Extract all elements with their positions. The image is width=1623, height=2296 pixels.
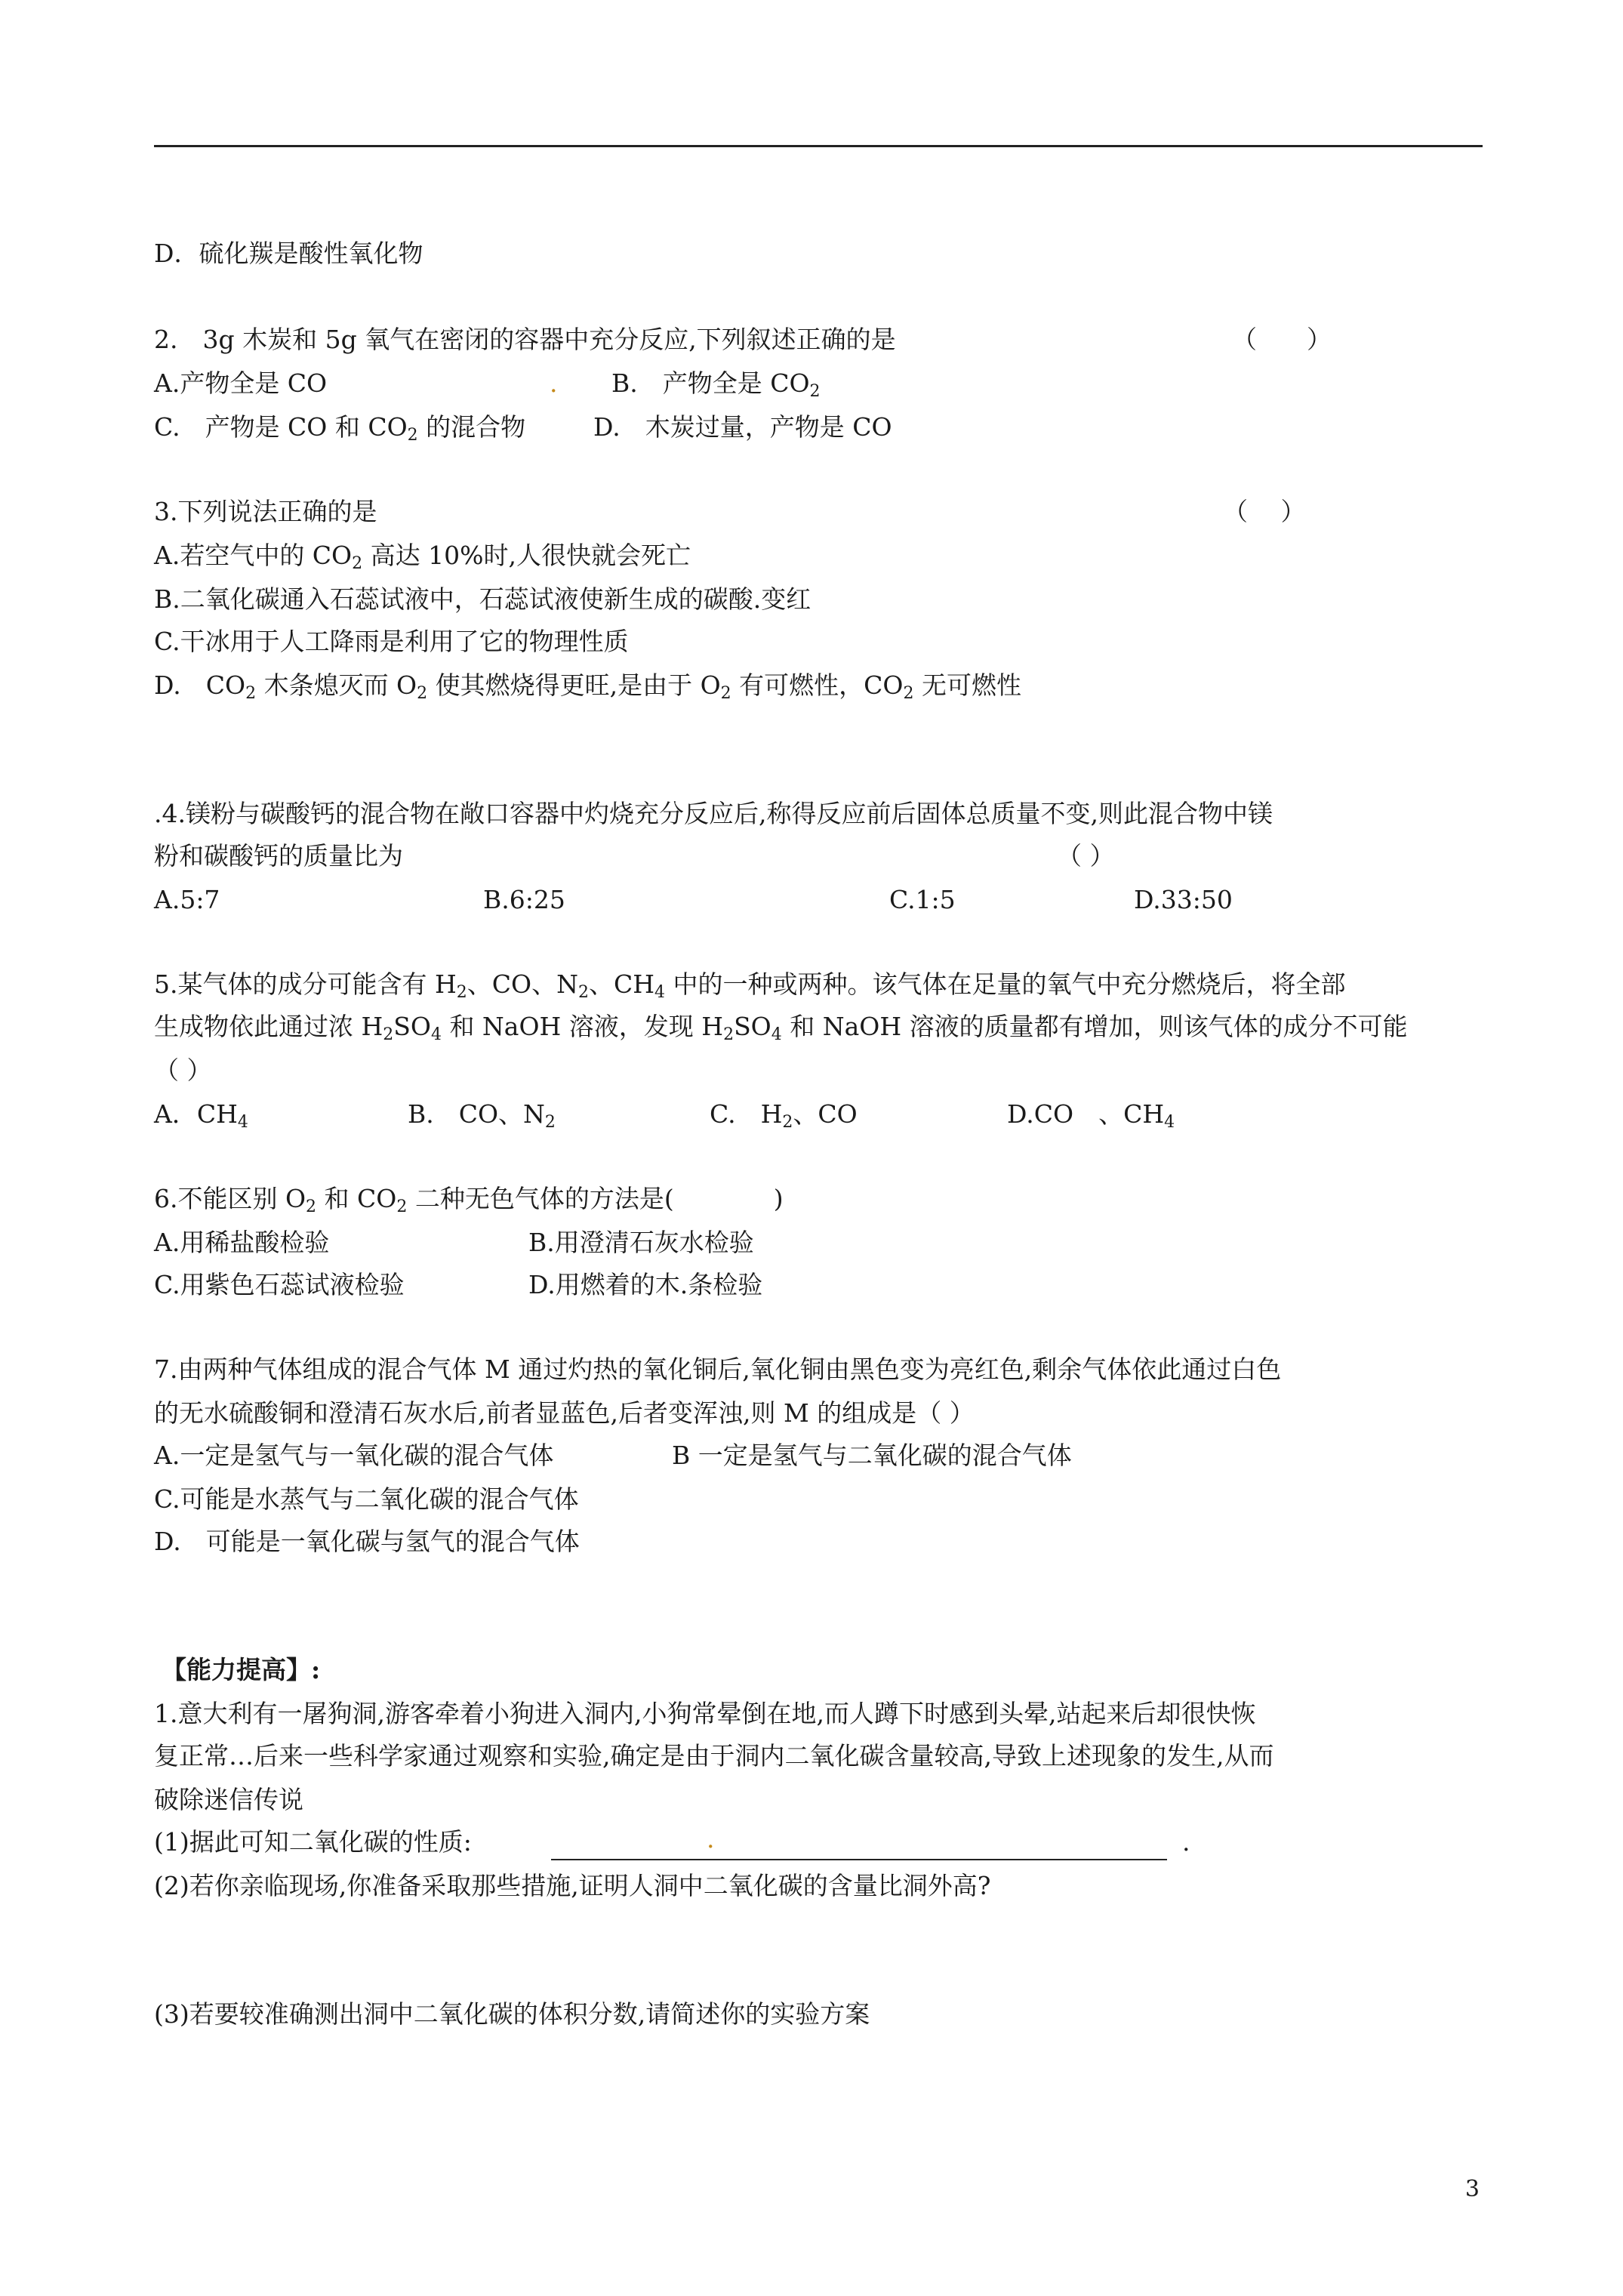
p1-sub2: (2)若你亲临现场,你准备采取那些措施,证明人洞中二氧化碳的含量比洞外高?	[154, 1871, 991, 1900]
p1-stem-line1: 1.意大利有一屠狗洞,游客牵着小狗进入洞内,小狗常晕倒在地,而人蹲下时感到头晕,站起来后却很快恢	[154, 1699, 1256, 1728]
q3-answer-paren: （ ）	[1223, 497, 1306, 526]
p1-sub1: (1)据此可知二氧化碳的性质:	[154, 1827, 472, 1857]
q3-option-d: D. $CO_2$ 木条熄灭而 $O_2$ 使其燃烧得更旺,是由于 $O_2$ 有可燃性，$CO_2$ 无可燃性	[154, 670, 1021, 703]
section-title: 【能力提高】:	[162, 1655, 321, 1684]
q2-stray-dot: .	[550, 368, 558, 398]
q2-option-b: B. 产物全是 $CO_2$	[611, 368, 821, 401]
page-number: 3	[1464, 2176, 1480, 2202]
p1-sub3: (3)若要较准确测出洞中二氧化碳的体积分数,请简述你的实验方案	[154, 1999, 870, 2029]
q6-stem: 6.不能区别 $O_2$ 和 $CO_2$ 二种无色气体的方法是( )	[154, 1184, 784, 1216]
q7-stem-line2: 的无水硫酸铜和澄清石灰水后,前者显蓝色,后者变浑浊,则 M 的组成是（ ）	[154, 1398, 975, 1428]
q1-option-d: D．硫化羰是酸性氧化物	[154, 239, 423, 268]
q2-answer-paren: （ ）	[1232, 325, 1332, 354]
p1-stem-line2: 复正常…后来一些科学家通过观察和实验,确定是由于洞内二氧化碳含量较高,导致上述现象的发生,从而	[154, 1741, 1274, 1771]
q4-option-a: A.5:7	[154, 885, 220, 914]
q5-stem-line1: 5.某气体的成分可能含有 $H_2$、CO、$N_2$、$CH_4$ 中的一种或两种。该气体在足量的氧气中充分燃烧后，将全部	[154, 969, 1346, 1002]
p1-stem-line3: 破除迷信传说	[154, 1785, 303, 1814]
q6-option-d: D.用燃着的木.条检验	[528, 1270, 763, 1299]
q7-option-b: B 一定是氢气与二氧化碳的混合气体	[672, 1441, 1072, 1470]
q2-option-a: A.产物全是 CO	[154, 368, 328, 398]
q3-stem: 3.下列说法正确的是	[154, 497, 377, 526]
q5-option-d: D.CO 、$CH_4$	[1007, 1099, 1175, 1132]
q2-option-c: C. 产物是 CO 和 $CO_2$ 的混合物	[154, 412, 526, 445]
q5-option-a: A．$CH_4$	[154, 1099, 248, 1132]
p1-sub1-period: .	[1182, 1827, 1190, 1857]
q5-answer-paren: （ ）	[154, 1056, 212, 1085]
p1-sub1-stray-dot: .	[707, 1824, 715, 1854]
q5-option-b: B. CO、$N_2$	[408, 1099, 556, 1132]
q7-stem-line1: 7.由两种气体组成的混合气体 M 通过灼热的氧化铜后,氧化铜由黑色变为亮红色,剩余气体依此通过白色	[154, 1354, 1282, 1384]
q5-stem-line2: 生成物依此通过浓 $H_2SO_4$ 和 NaOH 溶液，发现 $H_2SO_4$ 和 NaOH 溶液的质量都有增加，则该气体的成分不可能	[154, 1012, 1408, 1044]
p1-sub1-answer-blank[interactable]	[551, 1859, 1167, 1860]
q4-stem-line2: 粉和碳酸钙的质量比为	[154, 841, 403, 871]
q4-option-c: C.1:5	[889, 885, 956, 914]
q7-option-d: D. 可能是一氧化碳与氢气的混合气体	[154, 1527, 580, 1556]
q2-option-d: D. 木炭过量，产物是 CO	[593, 412, 892, 442]
q7-option-c: C.可能是水蒸气与二氧化碳的混合气体	[154, 1484, 579, 1514]
q4-option-d: D.33:50	[1134, 885, 1233, 914]
header-rule	[154, 145, 1483, 147]
q6-option-b: B.用澄清石灰水检验	[528, 1228, 754, 1257]
q3-option-a: A.若空气中的 $CO_2$ 高达 10%时,人很快就会死亡	[154, 541, 691, 573]
q4-option-b: B.6:25	[483, 885, 565, 914]
q7-option-a: A.一定是氢气与一氧化碳的混合气体	[154, 1441, 554, 1470]
q4-stem-line1: .4.镁粉与碳酸钙的混合物在敞口容器中灼烧充分反应后,称得反应前后固体总质量不变,则此混合物中镁	[154, 799, 1273, 828]
q3-option-b: B.二氧化碳通入石蕊试液中，石蕊试液使新生成的碳酸.变红	[154, 584, 812, 614]
q4-answer-paren: （ ）	[1057, 841, 1115, 871]
q3-option-c: C.干冰用于人工降雨是利用了它的物理性质	[154, 627, 629, 656]
q2-stem: 2. 3g 木炭和 5g 氧气在密闭的容器中充分反应,下列叙述正确的是	[154, 325, 896, 354]
q5-option-c: C. $H_2$、CO	[710, 1099, 858, 1132]
q6-option-a: A.用稀盐酸检验	[154, 1228, 330, 1257]
q6-option-c: C.用紫色石蕊试液检验	[154, 1270, 405, 1299]
